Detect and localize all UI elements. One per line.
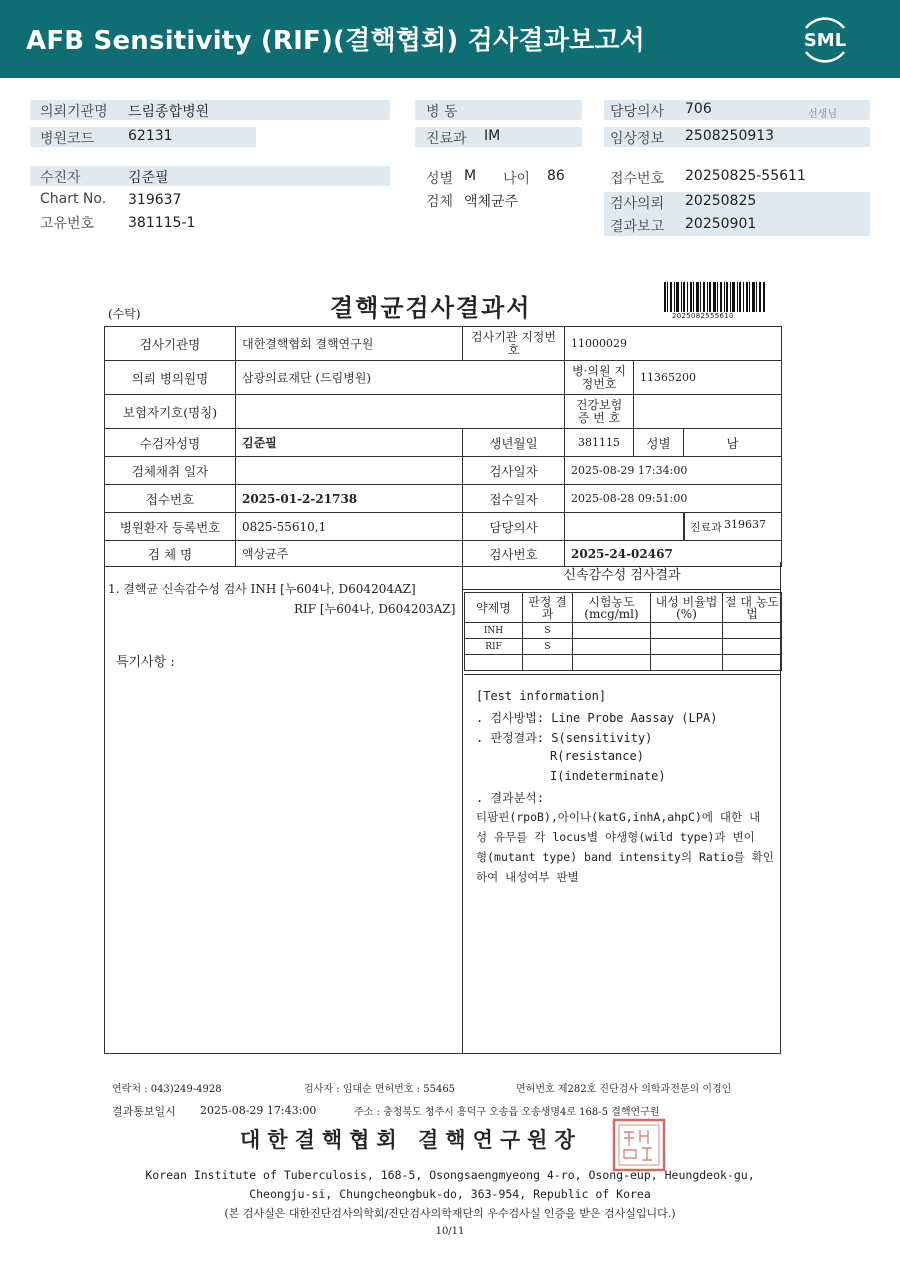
ward-label: 병 동 — [426, 104, 458, 120]
dept-value: IM — [484, 128, 501, 144]
sens-cell — [651, 623, 723, 639]
patient-name-label: 수검자성명 — [105, 429, 236, 457]
receipt-value: 20250825-55611 — [685, 168, 806, 184]
patient-label: 수진자 — [40, 170, 81, 186]
address-kr: 주소 : 충청북도 청주시 흥덕구 오송읍 오송생명4로 168-5 결핵연구원 — [354, 1107, 660, 1118]
sens-row — [465, 655, 782, 671]
specialist-info: 면허번호 제282호 진단검사 의학과전문의 이경인 — [516, 1084, 732, 1095]
sens-header-result: 판정 결과 — [523, 593, 573, 623]
barcode-number: 2025082555610 — [672, 312, 734, 320]
page-number: 10/11 — [435, 1226, 465, 1237]
hospital-value: 드림종합병원 — [128, 104, 210, 120]
contact-info: 연락처 : 043)249-4928 — [112, 1084, 222, 1095]
barcode-icon — [664, 282, 766, 312]
report-title: AFB Sensitivity (RIF)(결핵협회) 검사결과보고서 — [26, 26, 645, 56]
examiner-info: 검사자 : 임대순 면허번호 : 55465 — [304, 1084, 456, 1095]
ti-line: 티팜핀(rpoB),아이나(katG,inhA,ahpC)에 대한 내 — [476, 810, 761, 824]
sens-cell: RIF — [465, 639, 523, 655]
age-label: 나이 — [503, 171, 531, 187]
dept-cell-label: 진료과 — [690, 520, 722, 534]
tb-report-title: 결핵균검사결과서 — [330, 293, 532, 322]
hospital-label: 의뢰기관명 — [40, 104, 108, 120]
report-time-value: 2025-08-29 17:43:00 — [200, 1104, 317, 1117]
specimen-label: 검체 — [426, 194, 454, 210]
receipt-date-label: 접수일자 — [463, 485, 565, 513]
sens-header-absolute: 절 대 농도법 — [723, 593, 782, 623]
report-date-value: 20250901 — [685, 216, 757, 232]
official-seal-icon — [612, 1118, 666, 1172]
sml-logo — [796, 12, 854, 66]
dept-label: 진료과 — [426, 131, 467, 147]
sens-header-ratio: 내성 비율법(%) — [651, 593, 723, 623]
sens-cell — [523, 655, 573, 671]
age-value: 86 — [547, 168, 565, 184]
patient-reg-value: 0825-55610,1 — [236, 513, 463, 541]
report-header — [0, 0, 900, 78]
patient-name-value: 김준필 — [236, 429, 463, 457]
patient-reg-label: 병원환자 등록번호 — [105, 513, 236, 541]
sens-cell: S — [523, 623, 573, 639]
sex-value: M — [464, 168, 477, 184]
req-hosp-id-value: 11365200 — [634, 361, 782, 395]
test-information — [464, 674, 781, 1054]
ti-line: I(indeterminate) — [550, 769, 666, 783]
sens-cell — [573, 639, 651, 655]
sens-header-conc: 시험농도 (mcg/ml) — [573, 593, 651, 623]
receipt-label: 접수번호 — [610, 171, 665, 187]
report-info-table — [104, 326, 782, 567]
order-line-2: RIF [누604나, D604203AZ] — [294, 602, 456, 616]
report-time-label: 결과통보일시 — [112, 1105, 176, 1118]
health-id-label: 건강보험 증 번 호 — [565, 395, 634, 429]
doctor-suffix: 선생님 — [808, 109, 837, 120]
code-label: 병원코드 — [40, 131, 95, 147]
unique-label: 고유번호 — [40, 216, 95, 232]
unique-value: 381115-1 — [128, 215, 196, 231]
collect-label: 검체채취 일자 — [105, 457, 236, 485]
ti-line: [Test information] — [476, 689, 607, 703]
lab-name-value: 대한결핵협회 결핵연구원 — [236, 327, 463, 361]
ti-line: . 결과분석: — [476, 791, 545, 805]
consign-note: (수탁) — [108, 307, 141, 321]
chart-value: 319637 — [128, 192, 182, 208]
receipt-no-label: 접수번호 — [105, 485, 236, 513]
patient-value: 김준필 — [128, 170, 169, 186]
sens-cell — [573, 655, 651, 671]
sens-cell — [723, 623, 782, 639]
specimen-name-label: 검 체 명 — [105, 541, 236, 567]
ti-line: 하여 내성여부 판별 — [476, 870, 579, 884]
doctor-value: 706 — [685, 101, 712, 117]
insurer-label: 보험자기호(명칭) — [105, 395, 236, 429]
collect-value — [236, 457, 463, 485]
sens-caption: 신속감수성 검사결과 — [463, 562, 781, 590]
dept-value-cell: 319637 — [724, 518, 766, 531]
request-value: 20250825 — [685, 193, 757, 209]
health-id-value — [634, 395, 782, 429]
sens-cell — [465, 655, 523, 671]
sex-label-cell: 성별 — [634, 429, 684, 457]
lab-id-value: 11000029 — [565, 327, 782, 361]
birth-label: 생년월일 — [463, 429, 565, 457]
birth-value: 381115 — [565, 429, 634, 457]
clinical-value: 2508250913 — [685, 128, 775, 144]
sens-cell — [723, 655, 782, 671]
ti-line: 형(mutant type) band intensity의 Ratio를 확인 — [476, 850, 774, 864]
report-date-label: 결과보고 — [610, 219, 665, 235]
assigned-doctor-value — [565, 513, 684, 541]
order-section — [105, 562, 463, 1053]
lab-name-label: 검사기관명 — [105, 327, 236, 361]
certification-note: (본 검사실은 대한진단검사의학회/진단검사의학재단의 우수검사실 인증을 받은 검사실입니다.) — [224, 1207, 676, 1220]
test-date-value: 2025-08-29 17:34:00 — [565, 457, 782, 485]
sex-label: 성별 — [426, 171, 454, 187]
receipt-no-value: 2025-01-2-21738 — [236, 485, 463, 513]
sens-cell — [651, 639, 723, 655]
sens-cell — [651, 655, 723, 671]
req-hosp-label: 의뢰 병의원명 — [105, 361, 236, 395]
assigned-doctor-label: 담당의사 — [463, 513, 565, 541]
clinical-label: 임상정보 — [610, 131, 665, 147]
test-date-label: 검사일자 — [463, 457, 565, 485]
sensitivity-table — [464, 592, 782, 671]
doctor-label: 담당의사 — [610, 104, 665, 120]
code-value: 62131 — [128, 128, 173, 144]
address-en-1: Korean Institute of Tuberculosis, 168-5, Osongsaengmyeong 4-ro, Osong-eup, Heungdeok-gu, — [145, 1168, 755, 1182]
request-label: 검사의뢰 — [610, 196, 665, 212]
patient-row-bg — [30, 166, 390, 186]
ti-line: 성 유무를 각 locus별 야생형(wild type)과 변이 — [476, 830, 755, 844]
chart-label: Chart No. — [40, 191, 107, 207]
ti-line: R(resistance) — [550, 749, 644, 763]
sens-header-drug: 약제명 — [465, 593, 523, 623]
test-no-label: 검사번호 — [463, 541, 565, 567]
lab-id-label: 검사기관 지정번호 — [463, 327, 565, 361]
req-hosp-value: 삼광의료재단 (드림병원) — [236, 361, 565, 395]
address-en-2: Cheongju-si, Chungcheongbuk-do, 363-954, Republic of Korea — [249, 1187, 651, 1201]
remarks-label: 특기사항 : — [116, 655, 175, 670]
sex-value-cell: 남 — [684, 429, 782, 457]
dept-divider — [684, 513, 685, 540]
insurer-value — [236, 395, 565, 429]
specimen-value: 액체균주 — [464, 194, 519, 210]
test-no-value: 2025-24-02467 — [565, 541, 782, 567]
institute-name: 대한결핵협회 결핵연구원장 — [240, 1127, 582, 1152]
sens-cell — [723, 639, 782, 655]
ti-line: . 검사방법: Line Probe Aassay (LPA) — [476, 711, 718, 725]
receipt-date-value: 2025-08-28 09:51:00 — [565, 485, 782, 513]
ti-line: . 판정결과: S(sensitivity) — [476, 731, 653, 745]
sens-cell — [573, 623, 651, 639]
sens-row — [465, 639, 782, 655]
req-hosp-id-label: 병·의원 지정번호 — [565, 361, 634, 395]
sens-cell: INH — [465, 623, 523, 639]
order-line-1: 1. 결핵균 신속감수성 검사 INH [누604나, D604204AZ] — [108, 582, 416, 596]
sens-cell: S — [523, 639, 573, 655]
sens-row — [465, 623, 782, 639]
specimen-name-value: 액상균주 — [236, 541, 463, 567]
svg-text:SML: SML — [803, 30, 847, 51]
